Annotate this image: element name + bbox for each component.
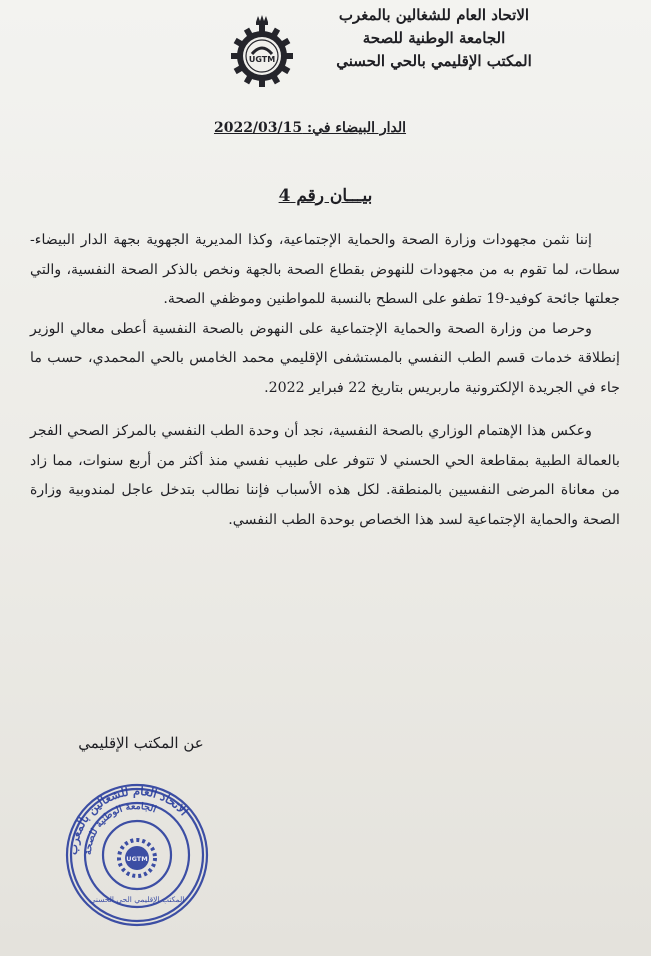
stamp-logo-text: UGTM bbox=[126, 855, 148, 863]
stamp-middle-text: الجامعة الوطنية للصحة bbox=[82, 800, 158, 856]
logo-text: UGTM bbox=[248, 55, 276, 64]
letterhead-federation-name: الجامعة الوطنية للصحة bbox=[362, 29, 506, 47]
paragraph: إننا نثمن مجهودات وزارة الصحة والحماية الإجتماعية، وكذا المديرية الجهوية بجهة الدار البيضاء-سطات، لما تقوم به من مجهودات للنهوض بقطاع الصحة بالجهة ونخص بالذكر الصحة النفسية، والتي جعلتها جائحة كوفيد-19 تطفو على السطح بالنسبة للمواطنين وموظفي الصحة. bbox=[30, 232, 620, 307]
letterhead-office-name: المكتب الإقليمي بالحي الحسني bbox=[336, 52, 532, 70]
signature-label: عن المكتب الإقليمي bbox=[78, 734, 204, 752]
statement-body bbox=[30, 226, 620, 535]
signature-block bbox=[66, 728, 216, 758]
letterhead-union-name: الاتحاد العام للشغالين بالمغرب bbox=[338, 6, 530, 24]
office-stamp bbox=[62, 780, 212, 930]
date-line: الدار البيضاء في: 2022/03/15 bbox=[213, 120, 407, 136]
statement-title: بيـــان رقم 4 bbox=[278, 186, 373, 206]
gear-emblem-icon bbox=[226, 12, 298, 88]
stamp-outer-text: الاتحاد العام للشغالين بالمغرب bbox=[65, 783, 192, 856]
stamp-inner-text: المكتب الإقليمي الحي الحسني bbox=[89, 895, 185, 904]
paragraph: وعكس هذا الإهتمام الوزاري بالصحة النفسية، نجد أن وحدة الطب النفسي بالمركز الصحي الفجر بالعمالة الطبية بمقاطعة الحي الحسني لا تتوفر على طبيب نفسي منذ أكثر من أربع سنوات، مما زاد من معاناة المرضى النفسيين بالمنطقة. لكل هذه الأسباب فإننا نطالب بتدخل عاجل لمندوبية وزارة الصحة والحماية الإجتماعية لسد هذا الخصاص بوحدة الطب النفسي. bbox=[30, 423, 620, 528]
letterhead bbox=[299, 4, 569, 73]
paragraph: وحرصا من وزارة الصحة والحماية الإجتماعية على النهوض بالصحة النفسية أعطى معالي الوزير إنطلاقة خدمات قسم الطب النفسي بالمستشفى الإقليمي محمد الخامس بالحي المحمدي، حسب ما جاء في الجريدة الإلكترونية ماربريس بتاريخ 22 فبراير 2022. bbox=[30, 320, 620, 396]
